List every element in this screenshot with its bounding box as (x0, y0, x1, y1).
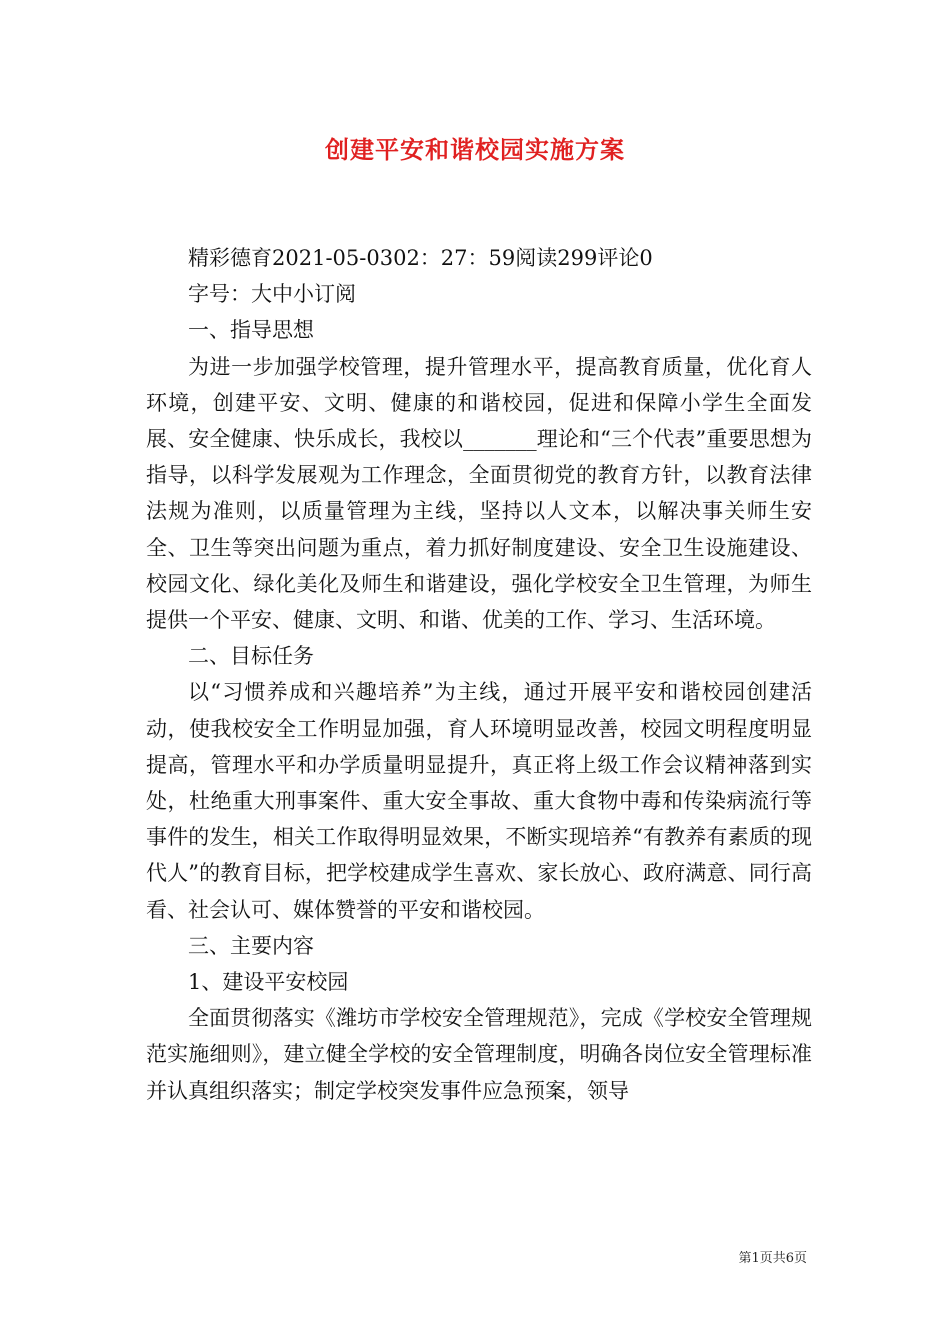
page-number: 第1页共6页 (738, 1251, 807, 1266)
section-heading-main-content: 三、主要内容 (188, 933, 314, 958)
document-title: 创建平安和谐校园实施方案 (325, 135, 625, 164)
section-heading-goals: 二、目标任务 (188, 644, 314, 669)
meta-line: 精彩德育2021-05-0302：27：59阅读299评论0 (188, 246, 653, 270)
paragraph-goals: 以“习惯养成和兴趣培养”为主线，通过开展平安和谐校园创建活动，使我校安全工作明显加强，育人环境明显改善，校园文明程度明显提高，管理水平和办学质量明显提升，真正将上级工作会议精神落到实处，杜绝重大刑事案件、重大安全事故、重大食物中毒和传染病流行等事件的发生，相关工作取得明显效果，不断实现培养“有教养有素质的现代人”的教育目标，把学校建成学生喜欢、家长放心、政府满意、同行高看、社会认可、媒体赞誉的平安和谐校园。 (146, 680, 812, 922)
document-body (146, 240, 812, 1109)
paragraph-guiding-thought: 为进一步加强学校管理，提升管理水平，提高教育质量，优化育人环境，创建平安、文明、健康的和谐校园，促进和保障小学生全面发展、安全健康、快乐成长，我校以_______理论和“三个代表”重要思想为指导，以科学发展观为工作理念，全面贯彻党的教育方针，以教育法律法规为准则，以质量管理为主线，坚持以人文本，以解决事关师生安全、卫生等突出问题为重点，着力抓好制度建设、安全卫生设施建设、校园文化、绿化美化及师生和谐建设，强化学校安全卫生管理，为师生提供一个平安、健康、文明、和谐、优美的工作、学习、生活环境。 (146, 354, 812, 633)
font-size-line: 字号：大中小订阅 (188, 282, 356, 307)
paragraph-safe-campus: 全面贯彻落实《潍坊市学校安全管理规范》，完成《学校安全管理规范实施细则》，建立健全学校的安全管理制度，明确各岗位安全管理标准并认真组织落实；制定学校突发事件应急预案，领导 (146, 1006, 812, 1103)
subheading-safe-campus: 1、建设平安校园 (188, 970, 349, 995)
section-heading-guiding-thought: 一、指导思想 (188, 318, 314, 343)
